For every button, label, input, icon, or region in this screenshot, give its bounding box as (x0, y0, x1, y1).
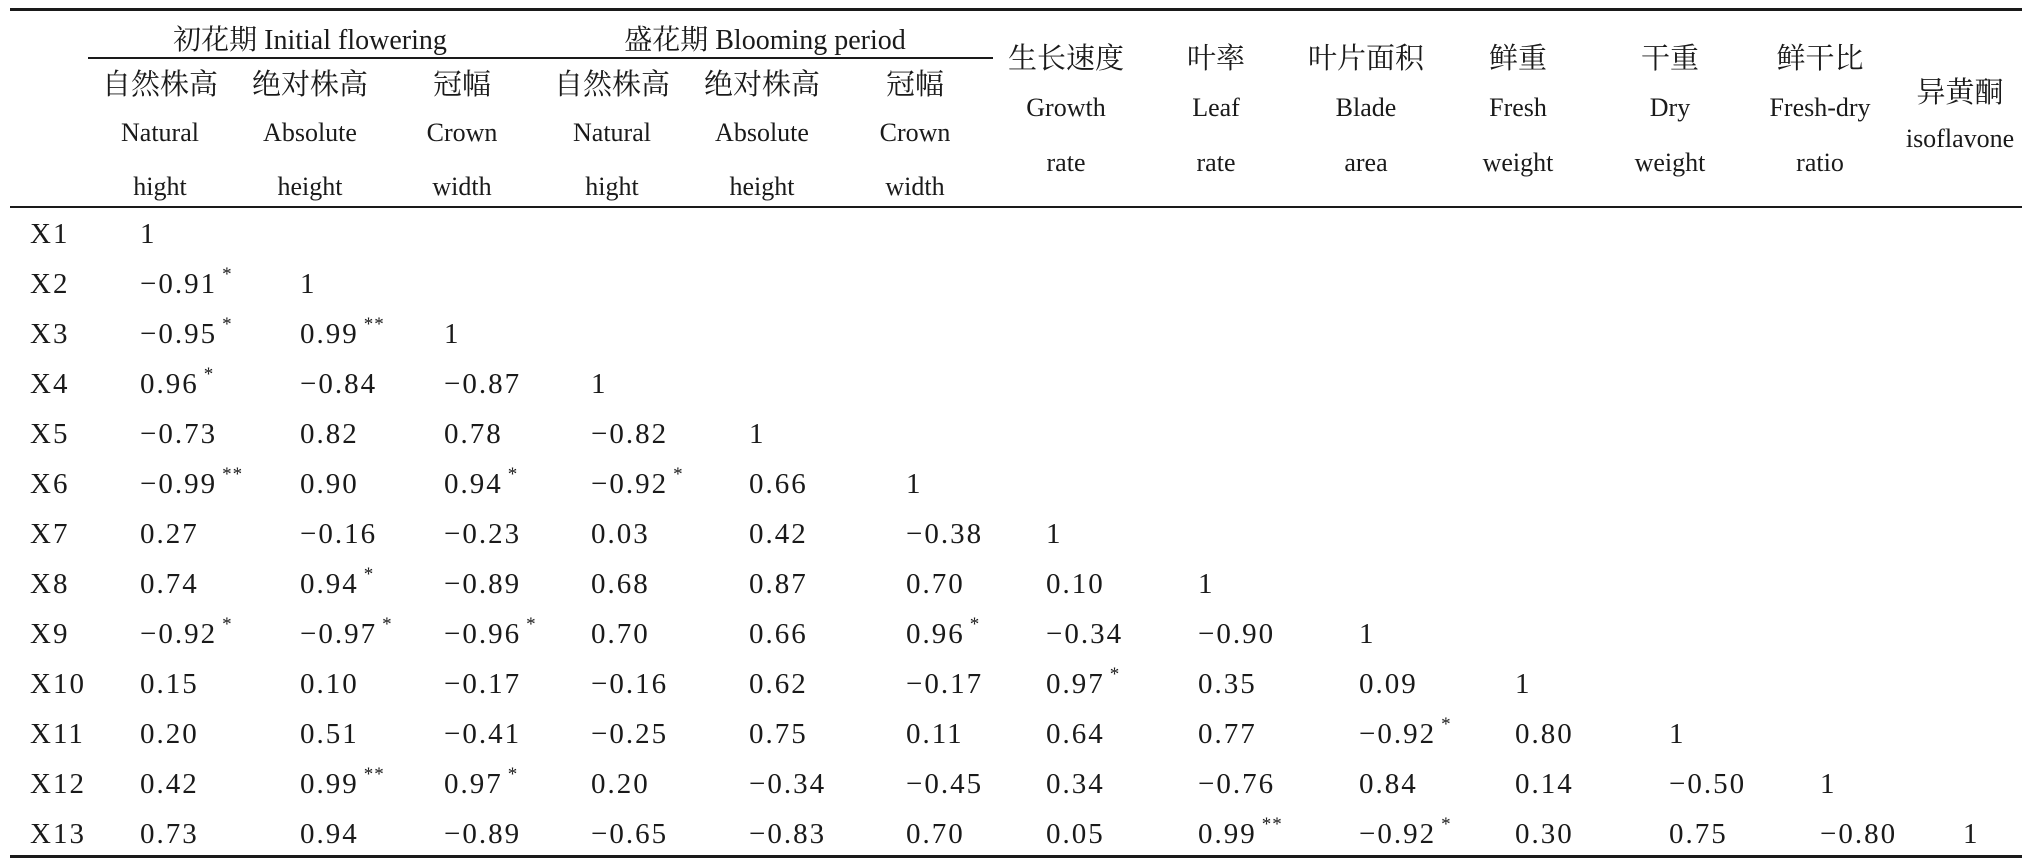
cell-value: 0.75 (749, 718, 808, 750)
cell-value: 0.68 (591, 568, 650, 600)
correlation-cell (1669, 768, 1746, 801)
correlation-cell (300, 418, 359, 451)
correlation-cell (140, 568, 199, 601)
cell-value: −0.83 (749, 818, 827, 850)
correlation-cell (1359, 814, 1452, 851)
correlation-cell (140, 668, 199, 701)
subcolumn-zh: 自然株高 (101, 67, 219, 101)
cell-value: 0.94 (444, 468, 503, 500)
subcolumn-en2: width (432, 172, 492, 201)
row-label: X13 (30, 818, 86, 850)
cell-value: 0.87 (749, 568, 808, 600)
cell-value: 0.73 (140, 818, 199, 850)
correlation-cell (1046, 768, 1105, 801)
cell-value: 0.66 (749, 468, 808, 500)
correlation-cell (1359, 618, 1376, 651)
cell-value: −0.92 (1359, 818, 1437, 850)
column-zh: 叶率 (1186, 41, 1246, 75)
cell-value: 0.94 (300, 568, 359, 600)
row-label: X1 (30, 218, 70, 250)
subcolumn-en2: height (277, 172, 343, 201)
significance-mark: ** (222, 464, 244, 485)
subcolumn-en2: hight (133, 172, 187, 201)
cell-value: −0.95 (140, 318, 218, 350)
correlation-cell (749, 518, 808, 551)
correlation-cell (300, 764, 385, 801)
group-en: Initial flowering (264, 25, 447, 56)
table-row (0, 564, 2032, 618)
column-en2: weight (1634, 148, 1706, 177)
correlation-cell (140, 614, 233, 651)
cell-value: 0.10 (300, 668, 359, 700)
group-zh: 盛花期 (624, 25, 709, 56)
subcolumn-en2: width (885, 172, 945, 201)
row-label: X2 (30, 268, 70, 300)
correlation-cell (1046, 568, 1105, 601)
significance-mark: * (222, 264, 233, 285)
correlation-cell (906, 768, 983, 801)
correlation-cell (300, 564, 375, 601)
cell-value: 0.34 (1046, 768, 1105, 800)
correlation-cell (749, 468, 808, 501)
correlation-cell (444, 614, 537, 651)
cell-value: 1 (906, 468, 923, 500)
cell-value: −0.92 (591, 468, 669, 500)
correlation-cell (140, 218, 157, 251)
correlation-cell (1198, 618, 1275, 651)
cell-value: 0.27 (140, 518, 199, 550)
correlation-cell (1046, 818, 1105, 851)
correlation-cell (444, 518, 521, 551)
correlation-cell (300, 468, 359, 501)
correlation-cell (1820, 818, 1897, 851)
cell-value: 1 (444, 318, 461, 350)
significance-mark: ** (363, 314, 385, 335)
correlation-cell (444, 818, 521, 851)
significance-mark: * (1109, 664, 1121, 685)
correlation-cell (444, 368, 521, 401)
cell-value: 0.30 (1515, 818, 1574, 850)
cell-value: 0.51 (300, 718, 359, 750)
subcolumn-zh: 绝对株高 (251, 67, 369, 101)
cell-value: 1 (1046, 518, 1063, 550)
cell-value: −0.17 (906, 668, 984, 700)
cell-value: −0.34 (749, 768, 827, 800)
table-row (0, 314, 2032, 368)
column-en2: weight (1482, 148, 1554, 177)
cell-value: 0.82 (300, 418, 359, 450)
subcolumn-en1: Crown (426, 118, 498, 147)
correlation-cell (300, 368, 377, 401)
cell-value: −0.99 (140, 468, 218, 500)
cell-value: 0.64 (1046, 718, 1105, 750)
cell-value: 1 (1198, 568, 1215, 600)
cell-value: −0.91 (140, 268, 218, 300)
correlation-cell (1359, 768, 1418, 801)
correlation-cell (444, 718, 521, 751)
correlation-cell (1963, 818, 1980, 851)
cell-value: 0.20 (140, 718, 199, 750)
significance-mark: * (382, 614, 393, 635)
table-row (0, 614, 2032, 668)
subcolumn-en2: hight (585, 172, 639, 201)
cell-value: −0.89 (444, 818, 522, 850)
correlation-cell (749, 618, 808, 651)
table-row (0, 814, 2032, 868)
correlation-cell (1046, 618, 1123, 651)
group-header-blooming-period (624, 18, 906, 58)
cell-value: 0.75 (1669, 818, 1728, 850)
column-en2: rate (1046, 148, 1086, 177)
row-label: X3 (30, 318, 70, 350)
cell-value: −0.92 (140, 618, 218, 650)
significance-mark: * (363, 564, 375, 585)
cell-value: 0.74 (140, 568, 199, 600)
cell-value: 0.42 (140, 768, 199, 800)
cell-value: −0.97 (300, 618, 378, 650)
significance-mark: * (1441, 714, 1452, 735)
group-header-initial-flowering (173, 18, 447, 58)
header-rule (10, 206, 2022, 208)
row-label: X12 (30, 768, 86, 800)
cell-value: −0.80 (1820, 818, 1898, 850)
group-en: Blooming period (715, 25, 906, 56)
row-label: X10 (30, 668, 86, 700)
correlation-cell (300, 818, 359, 851)
significance-mark: * (222, 314, 233, 335)
correlation-cell (749, 718, 808, 751)
group-zh: 初花期 (173, 25, 258, 56)
correlation-cell (300, 668, 359, 701)
subcolumn-en1: Absolute (263, 118, 357, 147)
cell-value: 1 (1359, 618, 1376, 650)
correlation-cell (140, 518, 199, 551)
correlation-cell (906, 668, 983, 701)
column-en1: Blade (1335, 93, 1397, 122)
correlation-cell (1046, 718, 1105, 751)
correlation-cell (749, 668, 808, 701)
significance-mark: * (203, 364, 215, 385)
subcolumn-zh: 绝对株高 (703, 67, 821, 101)
column-zh: 叶片面积 (1307, 41, 1425, 75)
cell-value: −0.34 (1046, 618, 1124, 650)
cell-value: 0.10 (1046, 568, 1105, 600)
cell-value: −0.96 (444, 618, 522, 650)
subcolumn-zh: 冠幅 (432, 67, 492, 101)
subcolumn-en2: height (729, 172, 795, 201)
cell-value: 1 (1515, 668, 1532, 700)
correlation-cell (906, 718, 964, 751)
correlation-cell (444, 464, 519, 501)
significance-mark: * (1441, 814, 1452, 835)
correlation-cell (1359, 668, 1418, 701)
correlation-cell (591, 718, 668, 751)
correlation-cell (906, 468, 923, 501)
correlation-cell (591, 518, 650, 551)
cell-value: 0.80 (1515, 718, 1574, 750)
correlation-cell (1515, 818, 1574, 851)
correlation-cell (1198, 718, 1257, 751)
correlation-cell (444, 318, 461, 351)
cell-value: 0.70 (906, 568, 965, 600)
cell-value: 0.14 (1515, 768, 1574, 800)
correlation-cell (1669, 718, 1686, 751)
cell-value: 0.99 (300, 318, 359, 350)
cell-value: 1 (1820, 768, 1837, 800)
correlation-cell (1359, 714, 1452, 751)
row-label: X11 (30, 718, 85, 750)
cell-value: 0.97 (444, 768, 503, 800)
correlation-cell (591, 464, 684, 501)
cell-value: −0.23 (444, 518, 522, 550)
subcolumn-en1: Natural (121, 118, 199, 147)
column-zh: 干重 (1640, 41, 1700, 75)
column-en1: Growth (1026, 93, 1106, 122)
cell-value: 0.62 (749, 668, 808, 700)
row-label: X5 (30, 418, 70, 450)
cell-value: 0.96 (906, 618, 965, 650)
significance-mark: * (222, 614, 233, 635)
cell-value: 1 (1669, 718, 1686, 750)
cell-value: 1 (1963, 818, 1980, 850)
subcolumn-en1: Absolute (715, 118, 809, 147)
correlation-cell (906, 818, 965, 851)
column-en2: rate (1196, 148, 1236, 177)
correlation-cell (300, 518, 377, 551)
significance-mark: * (673, 464, 684, 485)
correlation-cell (591, 618, 650, 651)
cell-value: 0.99 (1198, 818, 1257, 850)
cell-value: 0.35 (1198, 668, 1257, 700)
correlation-cell (140, 418, 217, 451)
correlation-cell (906, 568, 965, 601)
cell-value: −0.87 (444, 368, 522, 400)
significance-mark: * (969, 614, 981, 635)
cell-value: 0.09 (1359, 668, 1418, 700)
correlation-cell (591, 818, 668, 851)
cell-value: 1 (300, 268, 317, 300)
cell-value: −0.92 (1359, 718, 1437, 750)
table-row (0, 464, 2032, 518)
correlation-cell (1515, 668, 1532, 701)
correlation-cell (140, 818, 199, 851)
correlation-cell (444, 668, 521, 701)
cell-value: −0.65 (591, 818, 669, 850)
column-en2: area (1344, 148, 1388, 177)
table-row (0, 264, 2032, 318)
correlation-cell (1046, 518, 1063, 551)
correlation-cell (300, 268, 317, 301)
cell-value: 1 (749, 418, 766, 450)
significance-mark: ** (363, 764, 385, 785)
column-en1: Fresh (1489, 93, 1547, 122)
cell-value: −0.25 (591, 718, 669, 750)
column-en1: isoflavone (1905, 124, 2015, 153)
top-rule (10, 8, 2022, 11)
correlation-cell (749, 418, 766, 451)
significance-mark: * (526, 614, 537, 635)
correlation-cell (1669, 818, 1728, 851)
correlation-cell (300, 718, 359, 751)
cell-value: 0.70 (906, 818, 965, 850)
row-label: X8 (30, 568, 70, 600)
cell-value: 1 (591, 368, 608, 400)
row-label: X7 (30, 518, 70, 550)
correlation-cell (140, 314, 233, 351)
significance-mark: ** (1261, 814, 1283, 835)
cell-value: 0.15 (140, 668, 199, 700)
column-en1: Fresh-dry (1769, 93, 1871, 122)
cell-value: −0.84 (300, 368, 378, 400)
table-row (0, 714, 2032, 768)
correlation-cell (300, 614, 393, 651)
cell-value: −0.17 (444, 668, 522, 700)
cell-value: 0.20 (591, 768, 650, 800)
cell-value: 0.70 (591, 618, 650, 650)
cell-value: 0.77 (1198, 718, 1257, 750)
cell-value: −0.45 (906, 768, 984, 800)
cell-value: 0.99 (300, 768, 359, 800)
correlation-cell (749, 568, 808, 601)
table-row (0, 364, 2032, 418)
cell-value: 0.97 (1046, 668, 1105, 700)
cell-value: 0.96 (140, 368, 199, 400)
cell-value: −0.89 (444, 568, 522, 600)
row-label: X4 (30, 368, 70, 400)
correlation-cell (591, 768, 650, 801)
correlation-cell (906, 518, 983, 551)
cell-value: −0.82 (591, 418, 669, 450)
correlation-cell (1515, 768, 1574, 801)
correlation-cell (140, 264, 233, 301)
cell-value: 0.03 (591, 518, 650, 550)
cell-value: −0.41 (444, 718, 522, 750)
cell-value: 0.90 (300, 468, 359, 500)
correlation-cell (1198, 668, 1257, 701)
correlation-cell (591, 568, 650, 601)
subcolumn-zh: 自然株高 (553, 67, 671, 101)
cell-value: 0.05 (1046, 818, 1105, 850)
significance-mark: * (507, 464, 519, 485)
cell-value: 0.66 (749, 618, 808, 650)
cell-value: −0.73 (140, 418, 218, 450)
row-label: X6 (30, 468, 70, 500)
correlation-cell (1515, 718, 1574, 751)
subcolumn-en1: Natural (573, 118, 651, 147)
cell-value: 0.78 (444, 418, 503, 450)
table-row (0, 664, 2032, 718)
table-row (0, 518, 2032, 568)
correlation-cell (749, 818, 826, 851)
cell-value: −0.50 (1669, 768, 1747, 800)
correlation-cell (444, 764, 519, 801)
correlation-cell (591, 668, 668, 701)
correlation-cell (444, 418, 503, 451)
subcolumn-en1: Crown (879, 118, 951, 147)
correlation-cell (1198, 568, 1215, 601)
cell-value: −0.38 (906, 518, 984, 550)
significance-mark: * (507, 764, 519, 785)
correlation-cell (1820, 768, 1837, 801)
cell-value: −0.16 (300, 518, 378, 550)
subcolumn-zh: 冠幅 (885, 67, 945, 101)
correlation-cell (1046, 664, 1121, 701)
cell-value: 0.84 (1359, 768, 1418, 800)
cell-value: −0.76 (1198, 768, 1276, 800)
correlation-cell (906, 614, 981, 651)
cell-value: 0.11 (906, 718, 964, 750)
column-zh: 异黄酮 (1916, 75, 2004, 109)
cell-value: −0.90 (1198, 618, 1276, 650)
cell-value: −0.16 (591, 668, 669, 700)
table-row (0, 418, 2032, 468)
cell-value: 0.94 (300, 818, 359, 850)
correlation-cell (591, 418, 668, 451)
column-en1: Leaf (1192, 93, 1240, 122)
correlation-cell (140, 364, 215, 401)
column-zh: 鲜干比 (1776, 41, 1864, 75)
correlation-cell (140, 464, 244, 501)
column-zh: 鲜重 (1488, 41, 1548, 75)
correlation-cell (749, 768, 826, 801)
correlation-cell (1198, 814, 1283, 851)
cell-value: 0.42 (749, 518, 808, 550)
cell-value: 1 (140, 218, 157, 250)
table-row (0, 218, 2032, 268)
column-zh: 生长速度 (1007, 41, 1125, 75)
correlation-cell (140, 768, 199, 801)
correlation-cell (444, 568, 521, 601)
row-label: X9 (30, 618, 70, 650)
column-en1: Dry (1649, 93, 1691, 122)
table-row (0, 764, 2032, 818)
correlation-cell (1198, 768, 1275, 801)
correlation-cell (300, 314, 385, 351)
correlation-cell (140, 718, 199, 751)
column-en2: ratio (1796, 148, 1844, 177)
correlation-cell (591, 368, 608, 401)
